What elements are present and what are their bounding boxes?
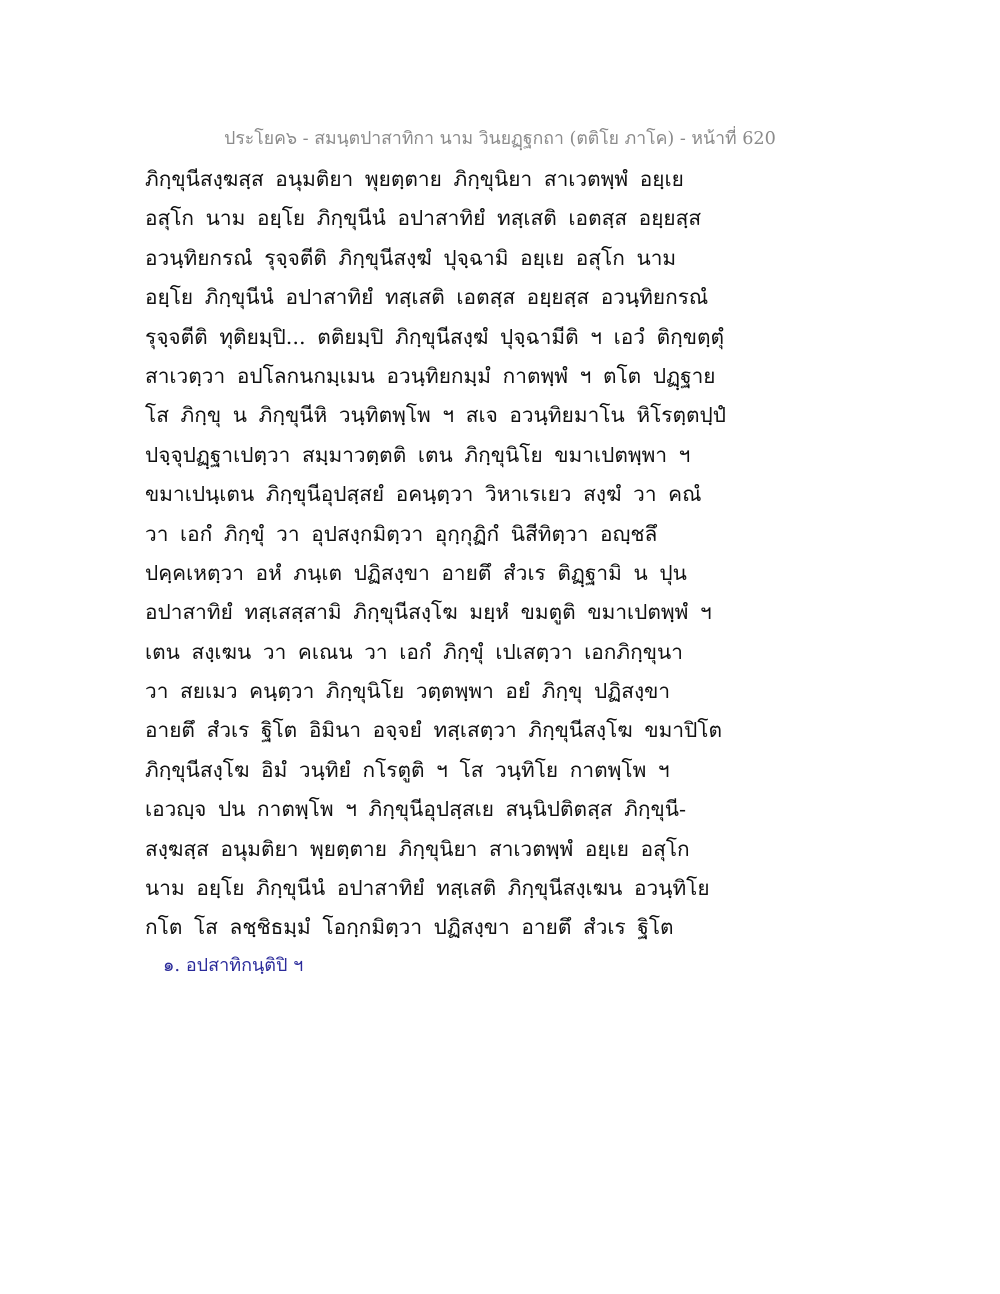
text-line: อปาสาทิยํ ทสฺเสสฺสามิ ภิกฺขุนีสงฺโฆ มยฺหํ ขมตูติ ขมาเปตพฺพํ ฯ: [145, 600, 712, 625]
text-line: สงฺฆสฺส อนุมติยา พฺยตฺตาย ภิกฺขุนิยา สาเวตพฺพํ อยฺเย อสุโก: [145, 836, 690, 861]
text-line: ภิกฺขุนีสงฺฆสฺส อนุมติยา พุยตฺตาย ภิกฺขุนิยา สาเวตพฺพํ อยฺเย: [145, 167, 684, 191]
text-line: เตน สงฺเฆน วา คเณน วา เอกํ ภิกฺขุํ เปเสตฺวา เอกภิกฺขุนา: [145, 639, 683, 664]
text-line: รุจฺจตีติ ทุติยมฺปิ... ตติยมฺปิ ภิกฺขุนีสงฺฆํ ปุจฺฉามีติ ฯ เอวํ ติกฺขตฺตุํ: [145, 324, 725, 349]
text-line: วา สยเมว คนฺตฺวา ภิกฺขุนิโย วตฺตพฺพา อยํ ภิกฺขุ ปฏิสงฺขา: [145, 679, 671, 704]
text-line: โส ภิกฺขุ น ภิกฺขุนีหิ วนฺทิตพฺโพ ฯ สเจ อวนฺทิยมาโน หิโรตฺตปฺปํ: [145, 403, 727, 428]
footnote: ๑. อปสาทิกนฺติปิ ฯ: [163, 955, 304, 976]
text-line: อยฺโย ภิกฺขุนีนํ อปาสาทิยํ ทสฺเสติ เอตสฺส อยฺยสฺส อวนฺทิยกรณํ: [145, 285, 709, 310]
text-line: อวนฺทิยกรณํ รุจฺจตีติ ภิกฺขุนีสงฺฆํ ปุจฺฉามิ อยฺเย อสุโก นาม: [145, 245, 677, 270]
page-header: ประโยค๖ - สมนฺตปาสาทิกา นาม วินยฏฺฐกถา (ตติโย ภาโค) - หน้าที่ 620: [224, 129, 776, 149]
text-line: อสุโก นาม อยฺโย ภิกฺขุนีนํ อปาสาทิยํ ทสฺเสติ เอตสฺส อยฺยสฺส: [145, 206, 702, 231]
body-text: [145, 160, 865, 948]
text-line: เอวญฺจ ปน กาตพฺโพ ฯ ภิกฺขุนีอุปสฺสเย สนฺนิปติตสฺส ภิกฺขุนี-: [145, 797, 687, 822]
text-line: ภิกฺขุนีสงฺโฆ อิมํ วนฺทิยํ กโรตูติ ฯ โส วนฺทิโย กาตพฺโพ ฯ: [145, 757, 670, 782]
text-line: ขมาเปนฺเตน ภิกฺขุนีอุปสฺสยํ อคนฺตฺวา วิหาเรเยว สงฺฆํ วา คณํ: [145, 482, 702, 507]
text-line: อายตึ สํวเร ฐิโต อิมินา อจฺจยํ ทสฺเสตฺวา ภิกฺขุนีสงฺโฆ ขมาปิโต: [145, 718, 723, 743]
text-line: ปคฺคเหตฺวา อหํ ภนฺเต ปฏิสงฺขา อายตึ สํวเร ติฏฺฐามิ น ปุน: [145, 560, 687, 585]
text-line: กโต โส ลชฺชิธมฺมํ โอกฺกมิตฺวา ปฏิสงฺขา อายตึ สํวเร ฐิโต: [145, 915, 674, 940]
text-line: นาม อยฺโย ภิกฺขุนีนํ อปาสาทิยํ ทสฺเสติ ภิกฺขุนีสงฺเฆน อวนฺทิโย: [145, 876, 710, 901]
text-line: วา เอกํ ภิกฺขุํ วา อุปสงฺกมิตฺวา อุกฺกุฏิกํ นิสีทิตฺวา อญฺชลึ: [145, 521, 658, 546]
text-line: ปจฺจุปฏฺฐาเปตฺวา สมฺมาวตฺตติ เตน ภิกฺขุนิโย ขมาเปตพฺพา ฯ: [145, 442, 691, 467]
text-line: สาเวตฺวา อปโลกนกมฺเมน อวนฺทิยกมฺมํ กาตพฺพํ ฯ ตโต ปฏฺฐาย: [145, 363, 716, 388]
